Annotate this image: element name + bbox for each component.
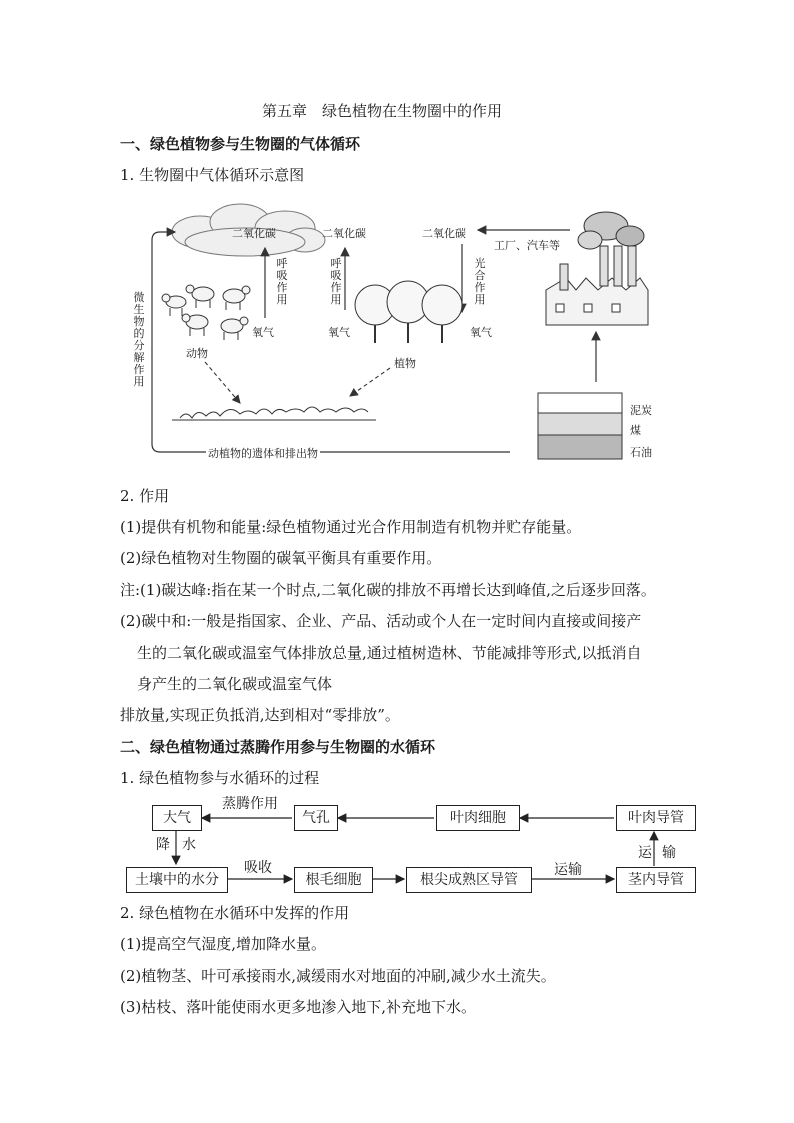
section1-heading: 一、绿色植物参与生物圈的气体循环 — [120, 135, 361, 153]
note-carbon-neutral-2: 生的二氧化碳或温室气体排放总量,通过植树造林、节能减排等形式,以抵消自 — [137, 644, 642, 662]
box-soil-water: 土壤中的水分 — [126, 867, 228, 893]
transpiration-label: 蒸腾作用 — [222, 796, 278, 812]
oxygen-label-c: 氧气 — [470, 326, 492, 339]
transport-label: 运输 — [554, 862, 582, 878]
co2-label-b: 二氧化碳 — [322, 227, 366, 240]
oxygen-label-a: 氧气 — [252, 326, 274, 339]
rain-label-a: 降 — [156, 837, 170, 853]
note-carbon-neutral-4: 排放量,实现正负抵消,达到相对“零排放”。 — [120, 706, 400, 724]
decompose-label: 微生物的分解作用 — [133, 291, 145, 388]
page-title: 第五章 绿色植物在生物圈中的作用 — [262, 102, 503, 120]
transport-v-label-b: 输 — [662, 845, 676, 861]
box-stoma: 气孔 — [294, 805, 338, 831]
animals-label: 动物 — [186, 347, 208, 360]
plants-label: 植物 — [394, 357, 416, 370]
section1-p1: (1)提供有机物和能量:绿色植物通过光合作用制造有机物并贮存能量。 — [120, 518, 582, 536]
note-carbon-neutral-1: (2)碳中和:一般是指国家、企业、产品、活动或个人在一定时间内直接或间接产 — [120, 612, 642, 630]
oil-label: 石油 — [630, 446, 652, 459]
remains-label: 动植物的遗体和排出物 — [206, 444, 320, 464]
section1-p2: (2)绿色植物对生物圈的碳氧平衡具有重要作用。 — [120, 549, 442, 567]
box-root-hair: 根毛细胞 — [294, 867, 373, 893]
co2-label-a: 二氧化碳 — [232, 227, 276, 240]
coal-label: 煤 — [630, 424, 641, 437]
photosynthesis-label: 光合作用 — [474, 257, 486, 306]
section2-p1: (1)提高空气湿度,增加降水量。 — [120, 935, 327, 953]
respiration-label-b: 呼吸作用 — [330, 257, 342, 306]
note-carbon-peak: 注:(1)碳达峰:指在某一个时点,二氧化碳的排放不再增长达到峰值,之后逐步回落。 — [120, 581, 656, 599]
absorb-label: 吸收 — [244, 860, 272, 876]
factory-label: 工厂、汽车等 — [494, 239, 560, 252]
box-mesophyll-cell: 叶肉细胞 — [436, 805, 520, 831]
section1-item1: 1. 生物圈中气体循环示意图 — [120, 166, 305, 184]
section2-item1: 1. 绿色植物参与水循环的过程 — [120, 769, 320, 787]
co2-label-c: 二氧化碳 — [422, 227, 466, 240]
respiration-label-a: 呼吸作用 — [276, 257, 288, 306]
note-carbon-neutral-3: 身产生的二氧化碳或温室气体 — [137, 675, 333, 693]
section2-heading: 二、绿色植物通过蒸腾作用参与生物圈的水循环 — [120, 738, 436, 756]
section1-item2: 2. 作用 — [120, 487, 170, 505]
section2-item2: 2. 绿色植物在水循环中发挥的作用 — [120, 904, 350, 922]
section2-p2: (2)植物茎、叶可承接雨水,减缓雨水对地面的冲刷,减少水土流失。 — [120, 967, 556, 985]
box-atmosphere: 大气 — [152, 805, 202, 831]
section2-p3: (3)枯枝、落叶能使雨水更多地渗入地下,补充地下水。 — [120, 998, 477, 1016]
box-stem-vessel: 茎内导管 — [616, 867, 696, 893]
box-root-vessel: 根尖成熟区导管 — [406, 867, 532, 893]
transport-v-label-a: 运 — [638, 845, 652, 861]
oxygen-label-b: 氧气 — [328, 326, 350, 339]
rain-label-b: 水 — [182, 837, 196, 853]
box-leaf-vessel: 叶肉导管 — [616, 805, 696, 831]
peat-label: 泥炭 — [630, 404, 652, 417]
